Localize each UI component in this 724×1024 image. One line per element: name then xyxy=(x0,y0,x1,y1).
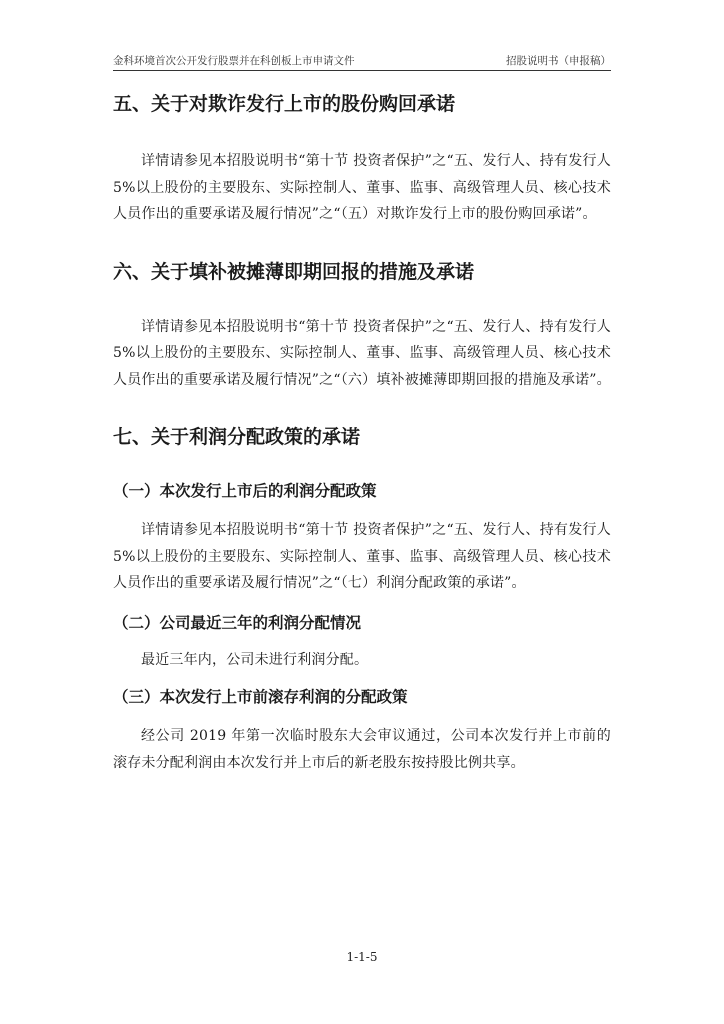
section-7-1-heading: （一）本次发行上市后的利润分配政策 xyxy=(113,482,377,500)
header-document-type: 招股说明书（申报稿） xyxy=(506,55,611,67)
section-7-2-body: 最近三年内，公司未进行利润分配。 xyxy=(141,651,369,668)
section-7-3-body: 经公司 2019 年第一次临时股东大会审议通过，公司本次发行并上市前的滚存未分配利润由本次发行并上市后的新老股东按持股比例共享。 xyxy=(113,728,611,771)
section-6-body: 详情请参见本招股说明书“第十节 投资者保护”之“五、发行人、持有发行人 5%以上股份的主要股东、实际控制人、董事、监事、高级管理人员、核心技术人员作出的重要承诺及履行情况”之“（六）填补被摊薄即期回报的措施及承诺”。 xyxy=(113,318,611,388)
section-5-body: 详情请参见本招股说明书“第十节 投资者保护”之“五、发行人、持有发行人 5%以上股份的主要股东、实际控制人、董事、监事、高级管理人员、核心技术人员作出的重要承诺及履行情况”之“（五）对欺诈发行上市的股份购回承诺”。 xyxy=(113,153,611,222)
section-6-heading: 六、关于填补被摊薄即期回报的措施及承诺 xyxy=(113,260,475,283)
page-content xyxy=(113,88,611,776)
section-7-2-heading: （二）公司最近三年的利润分配情况 xyxy=(113,613,362,632)
page-header xyxy=(113,50,611,71)
section-5-heading: 五、关于对欺诈发行上市的股份购回承诺 xyxy=(113,93,456,115)
section-7-1-body: 详情请参见本招股说明书“第十节 投资者保护”之“五、发行人、持有发行人 5%以上股份的主要股东、实际控制人、董事、监事、高级管理人员、核心技术人员作出的重要承诺及履行情况”之“（七）利润分配政策的承诺”。 xyxy=(113,522,611,591)
header-document-title: 金科环境首次公开发行股票并在科创板上市申请文件 xyxy=(113,55,355,67)
section-7-3-heading: （三）本次发行上市前滚存利润的分配政策 xyxy=(113,688,408,706)
page-number: 1-1-5 xyxy=(346,950,378,964)
section-7-heading: 七、关于利润分配政策的承诺 xyxy=(113,426,361,448)
